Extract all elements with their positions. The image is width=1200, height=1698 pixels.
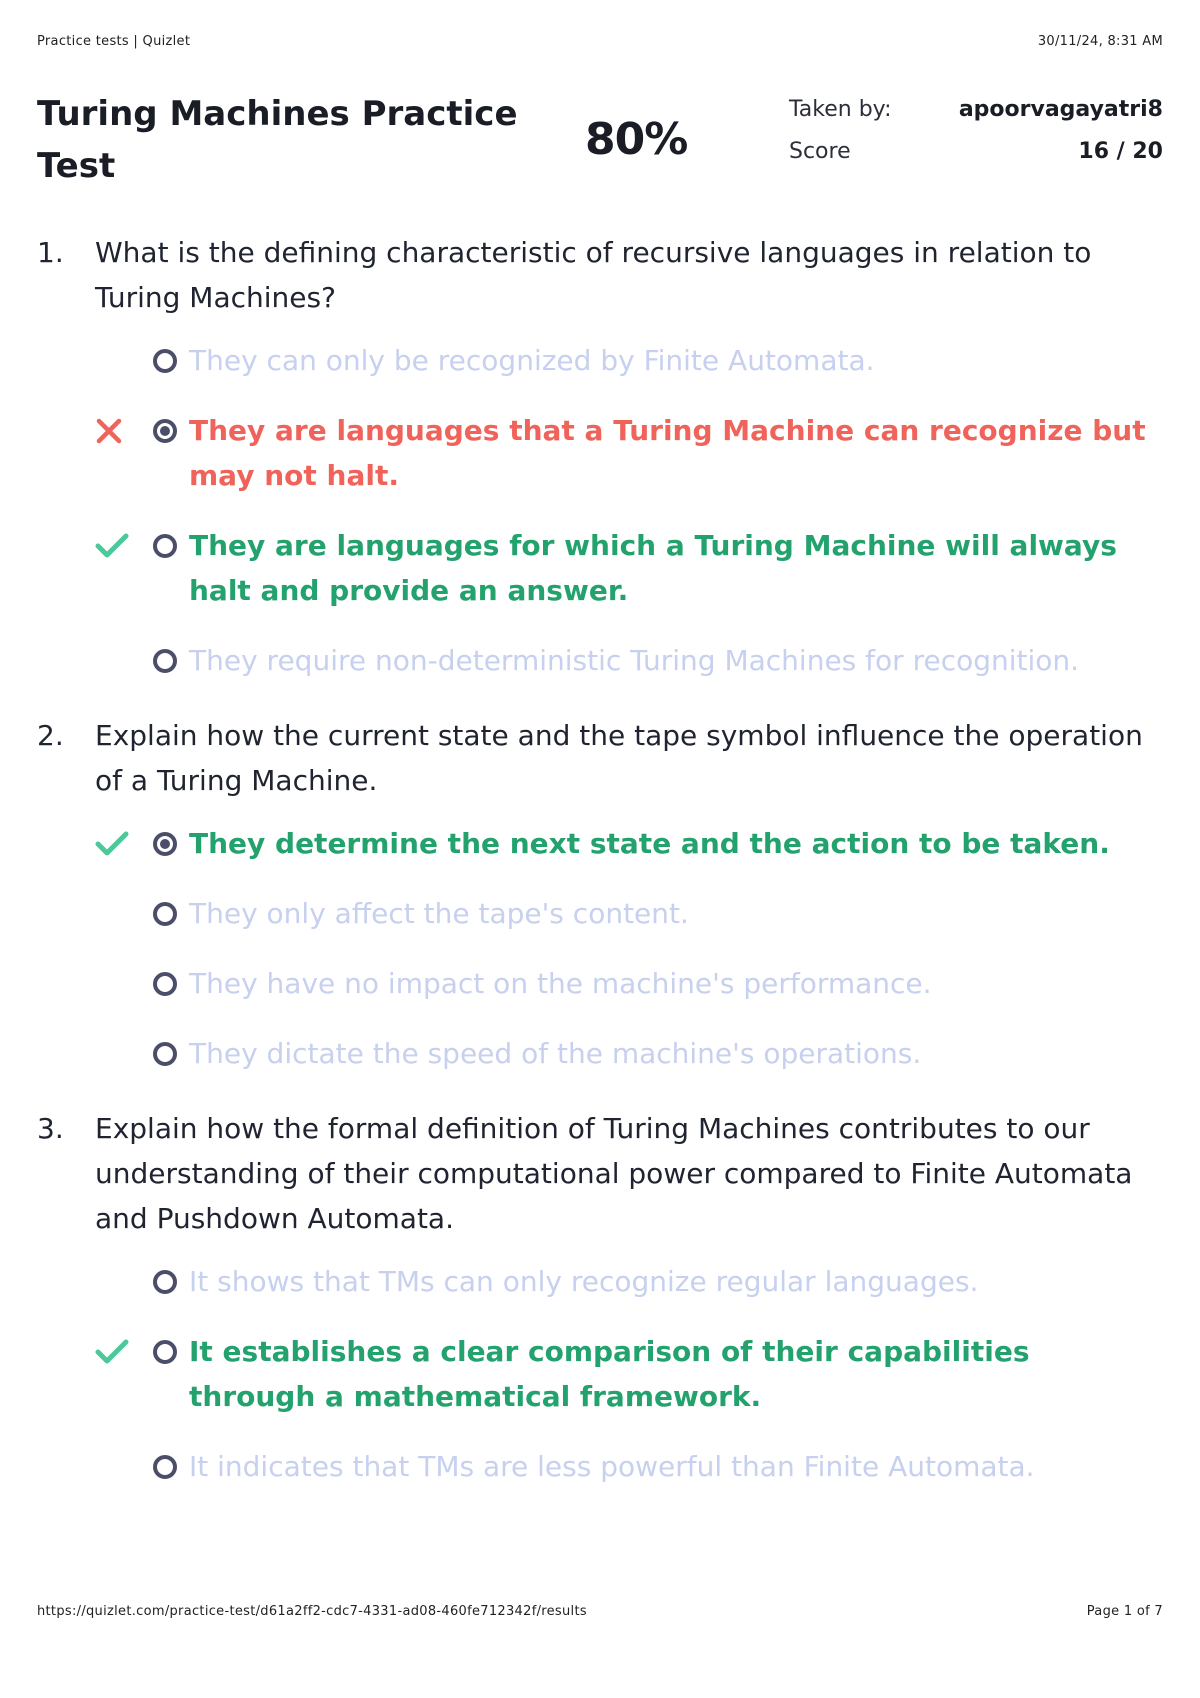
test-meta <box>789 88 1163 172</box>
score-percent: 80% <box>585 114 688 165</box>
radio-button <box>153 523 189 568</box>
question-text: Explain how the current state and the tape symbol influence the operation of a Turing Machine. <box>95 719 1143 797</box>
answer-option-correct <box>37 523 1163 613</box>
page-number: Page 1 of 7 <box>1086 1604 1163 1619</box>
answer-option-faded <box>37 1031 1163 1076</box>
radio-empty-icon <box>153 1042 177 1066</box>
radio-empty-icon <box>153 1270 177 1294</box>
print-footer-url: https://quizlet.com/practice-test/d61a2ff2-cdc7-4331-ad08-460fe712342f/results <box>37 1604 587 1619</box>
print-header-timestamp: 30/11/24, 8:31 AM <box>1037 34 1163 49</box>
radio-button <box>153 1031 189 1076</box>
answer-text: They are languages that a Turing Machine can recognize but may not halt. <box>189 414 1146 492</box>
answer-option-faded <box>37 1444 1163 1489</box>
question-3 <box>37 1106 1163 1489</box>
check-icon <box>95 523 153 568</box>
score-label: Score <box>789 138 851 164</box>
test-summary <box>37 88 1163 198</box>
answer-option-correct <box>37 1329 1163 1419</box>
answer-text: They dictate the speed of the machine's operations. <box>189 1037 922 1070</box>
answer-option-faded <box>37 1259 1163 1304</box>
print-header <box>37 34 1163 49</box>
radio-button <box>153 638 189 683</box>
taken-by-row <box>789 88 1163 130</box>
radio-empty-icon <box>153 349 177 373</box>
answer-text: It establishes a clear comparison of their capabilities through a mathematical framework. <box>189 1335 1030 1413</box>
answer-option-faded <box>37 338 1163 383</box>
check-icon <box>95 1329 153 1374</box>
answer-option-incorrect <box>37 408 1163 498</box>
print-header-title: Practice tests | Quizlet <box>37 34 191 49</box>
answer-text: They determine the next state and the action to be taken. <box>189 827 1110 860</box>
taken-by-label: Taken by: <box>789 96 892 122</box>
answer-text: They are languages for which a Turing Machine will always halt and provide an answer. <box>189 529 1117 607</box>
mark-placeholder <box>95 1031 153 1076</box>
check-icon <box>95 821 153 866</box>
score-row <box>789 130 1163 172</box>
score-value: 16 / 20 <box>1078 138 1163 164</box>
taken-by-value: apoorvagayatri8 <box>958 96 1163 122</box>
answer-list <box>37 1259 1163 1489</box>
answer-list <box>37 338 1163 683</box>
radio-empty-icon <box>153 902 177 926</box>
mark-placeholder <box>95 338 153 383</box>
question-prompt <box>37 713 1163 803</box>
answer-text: It indicates that TMs are less powerful than Finite Automata. <box>189 1450 1035 1483</box>
page-title: Turing Machines Practice Test <box>37 94 518 186</box>
question-2 <box>37 713 1163 1076</box>
question-prompt <box>37 1106 1163 1241</box>
radio-empty-icon <box>153 649 177 673</box>
radio-selected-icon <box>153 832 177 856</box>
mark-placeholder <box>95 961 153 1006</box>
answer-option-faded <box>37 961 1163 1006</box>
question-number: 3. <box>37 1112 64 1145</box>
radio-button <box>153 961 189 1006</box>
question-number: 1. <box>37 236 64 269</box>
answer-option-faded <box>37 638 1163 683</box>
radio-button <box>153 408 189 453</box>
mark-placeholder <box>95 638 153 683</box>
question-number: 2. <box>37 719 64 752</box>
radio-button <box>153 338 189 383</box>
mark-placeholder <box>95 1259 153 1304</box>
radio-button <box>153 1259 189 1304</box>
mark-placeholder <box>95 891 153 936</box>
radio-button <box>153 1329 189 1374</box>
radio-button <box>153 1444 189 1489</box>
radio-empty-icon <box>153 972 177 996</box>
answer-list <box>37 821 1163 1076</box>
answer-text: They can only be recognized by Finite Automata. <box>189 344 875 377</box>
mark-placeholder <box>95 1444 153 1489</box>
radio-empty-icon <box>153 534 177 558</box>
question-list <box>37 230 1163 1519</box>
answer-option-faded <box>37 891 1163 936</box>
question-text: Explain how the formal definition of Turing Machines contributes to our understanding of their computational power compared to Finite Automata and Pushdown Automata. <box>95 1112 1133 1235</box>
radio-selected-icon <box>153 419 177 443</box>
radio-empty-icon <box>153 1455 177 1479</box>
radio-button <box>153 891 189 936</box>
answer-text: It shows that TMs can only recognize regular languages. <box>189 1265 979 1298</box>
answer-text: They only affect the tape's content. <box>189 897 689 930</box>
answer-text: They require non-deterministic Turing Machines for recognition. <box>189 644 1080 677</box>
question-prompt <box>37 230 1163 320</box>
print-footer <box>37 1604 1163 1619</box>
answer-text: They have no impact on the machine's performance. <box>189 967 932 1000</box>
answer-option-correct <box>37 821 1163 866</box>
radio-button <box>153 821 189 866</box>
cross-icon <box>95 408 153 453</box>
question-text: What is the defining characteristic of recursive languages in relation to Turing Machines? <box>95 236 1092 314</box>
question-1 <box>37 230 1163 683</box>
radio-empty-icon <box>153 1340 177 1364</box>
